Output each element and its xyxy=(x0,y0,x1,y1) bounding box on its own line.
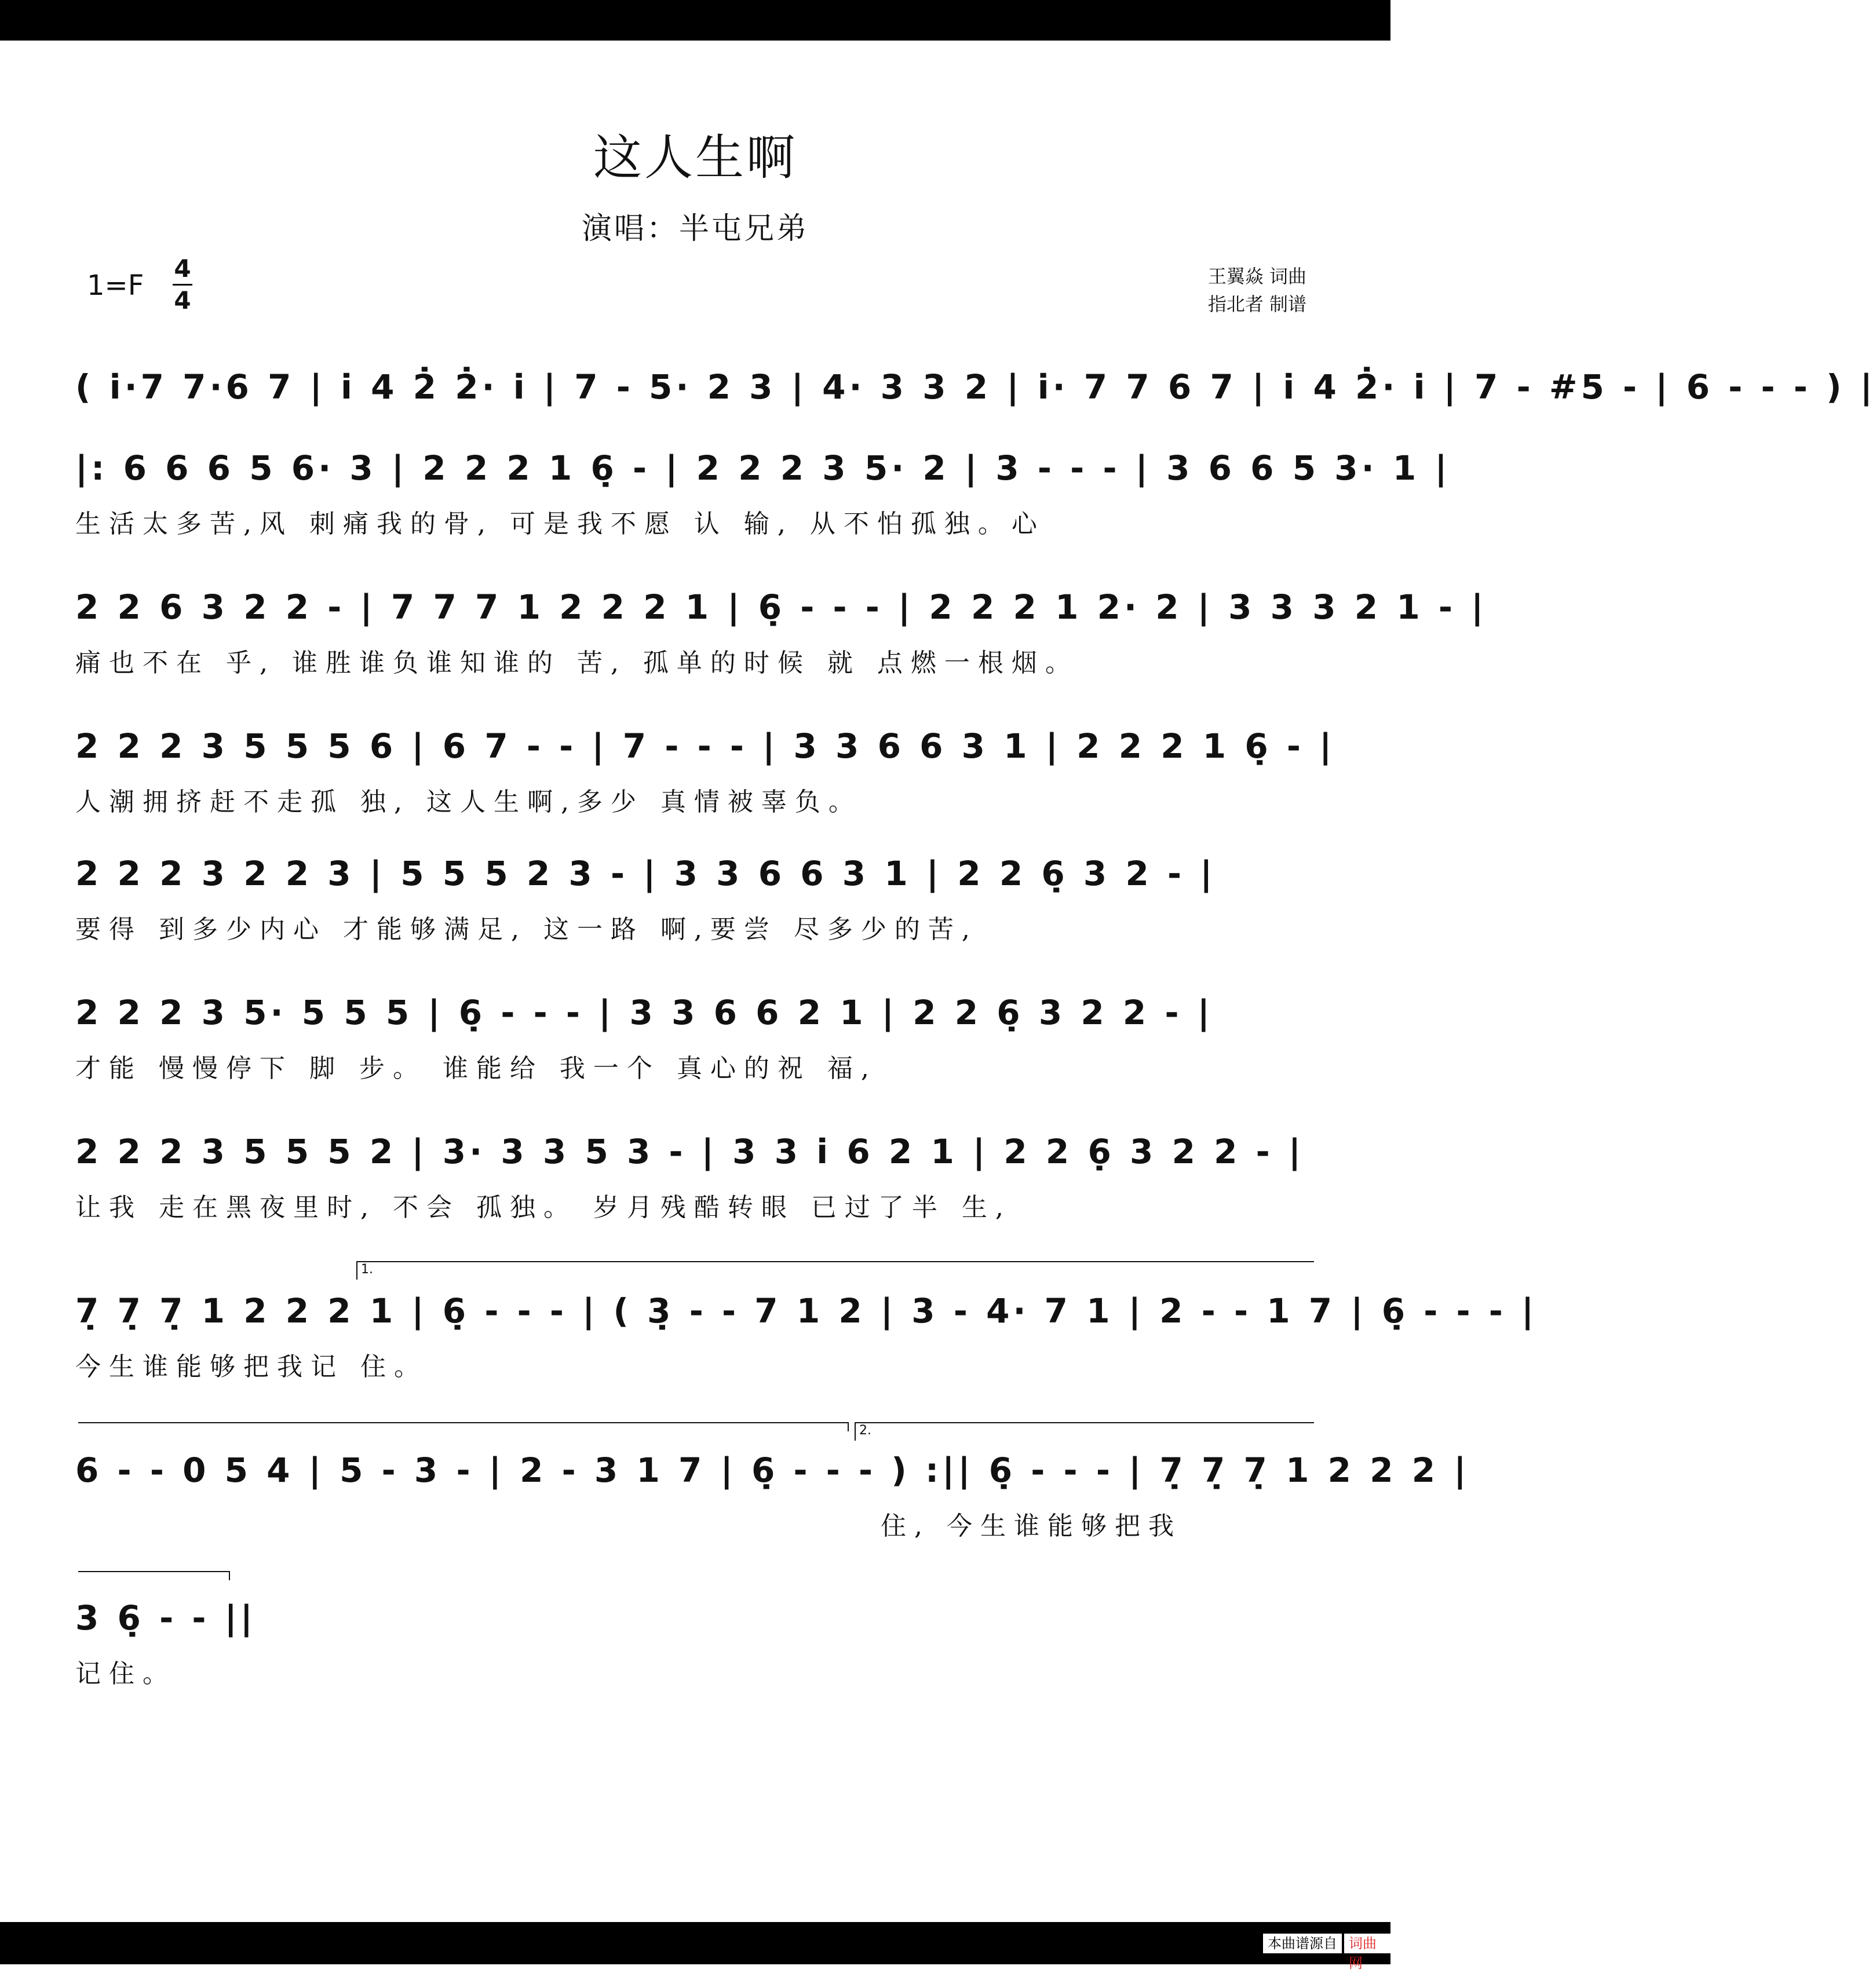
notation-line: 2 2 2 3 5 5 5 2 | 3· 3 3 5 3 - | 3 3 i̇ 6 2 1 | 2 2 6̣ 3 2 2 - | xyxy=(75,1132,1305,1171)
lyrics-line: 记住。 xyxy=(75,1659,176,1689)
lyrics-line: 要得 到多少内心 才能够满足, 这一路 啊,要尝 尽多少的苦, xyxy=(75,915,978,944)
lyrics-line: 今生谁能够把我记 住。 xyxy=(75,1352,428,1382)
volta-2-label: 2. xyxy=(859,1423,871,1438)
site-logo[interactable]: 词曲网 xyxy=(1344,1934,1390,1953)
lyrics-line: 才能 慢慢停下 脚 步。 谁能给 我一个 真心的祝 福, xyxy=(75,1054,877,1083)
notation-line: 7̣ 7̣ 7̣ 1 2 2 2 1 | 6̣ - - - | ( 3̣ - - 7 1 2 | 3 - 4· 7 1 | 2 - - 1 7 | 6̣ - - - | xyxy=(75,1291,1538,1331)
volta-1-bracket xyxy=(356,1261,1314,1280)
singer-line: 演唱：半屯兄弟 xyxy=(581,211,809,246)
credit-score: 指北者 制谱 xyxy=(1207,293,1306,315)
volta-2-bracket xyxy=(855,1422,1314,1441)
notation-line: 2 2 6 3 2 2 - | 7 7 7 1 2 2 2 1 | 6̣ - - - | 2 2 2 1 2· 2 | 3 3 3 2 1 - | xyxy=(75,587,1487,627)
notation-line: 2 2 2 3 5· 5 5 5 | 6̣ - - - | 3 3 6 6 2 1 | 2 2 6̣ 3 2 2 - | xyxy=(75,993,1213,1032)
bottom-border xyxy=(0,1922,1390,1964)
lyrics-line: 生活太多苦,风 刺痛我的骨, 可是我不愿 认 输, 从不怕孤独。心 xyxy=(75,509,1045,539)
lyrics-line: 人潮拥挤赶不走孤 独, 这人生啊,多少 真情被辜负。 xyxy=(75,787,862,817)
notation-line: 6 - - 0 5 4 | 5 - 3 - | 2 - 3 1 7 | 6̣ - - - ) :|| 6̣ - - - | 7̣ 7̣ 7̣ 1 2 2 2 | xyxy=(75,1450,1470,1490)
song-title: 这人生啊 xyxy=(593,129,797,186)
volta-1-label: 1. xyxy=(361,1262,373,1277)
notation-line: 2 2 2 3 5 5 5 6 | 6 7 - - | 7 - - - | 3 3 6 6 3 1 | 2 2 2 1 6̣ - | xyxy=(75,726,1335,766)
lyrics-line: 住, 今生谁能够把我 xyxy=(881,1511,1182,1541)
volta-2-end xyxy=(229,1571,230,1580)
key-signature: 1=F xyxy=(87,269,144,302)
lyrics-line: 让我 走在黑夜里时, 不会 孤独。 岁月残酷转眼 已过了半 生, xyxy=(75,1193,1012,1222)
source-tag: 本曲谱源自 xyxy=(1263,1934,1342,1953)
notation-line: 3 6̣ - - || xyxy=(75,1598,256,1638)
time-divider xyxy=(173,284,192,286)
notation-line: ( i̇·7 7·6 7 | i̇ 4 2̇ 2̇· i̇ | 7 - 5· 2 3 | 4· 3 3 2 | i̇· 7 7 6 7 | i̇ 4 2̇· i̇ | 7 - #5 - | 6 - - - ) | xyxy=(75,367,1876,407)
notation-line: 2 2 2 3 2 2 3 | 5 5 5 2 3 - | 3 3 6 6 3 1 | 2 2 6̣ 3 2 - | xyxy=(75,854,1216,893)
volta-2-continuation xyxy=(78,1571,230,1572)
lyrics-line: 痛也不在 乎, 谁胜谁负谁知谁的 苦, 孤单的时候 就 点燃一根烟。 xyxy=(75,648,1079,678)
time-top: 4 xyxy=(174,254,191,283)
notation-line: |: 6 6 6 5 6· 3 | 2 2 2 1 6̣ - | 2 2 2 3 5· 2 | 3 - - - | 3 6 6 5 3· 1 | xyxy=(75,448,1451,488)
top-border xyxy=(0,0,1390,41)
volta-1-end xyxy=(848,1422,849,1431)
volta-1-continuation xyxy=(78,1422,849,1423)
time-signature xyxy=(173,255,192,315)
credit-lyrics: 王翼焱 词曲 xyxy=(1207,265,1306,287)
time-bottom: 4 xyxy=(174,286,191,315)
